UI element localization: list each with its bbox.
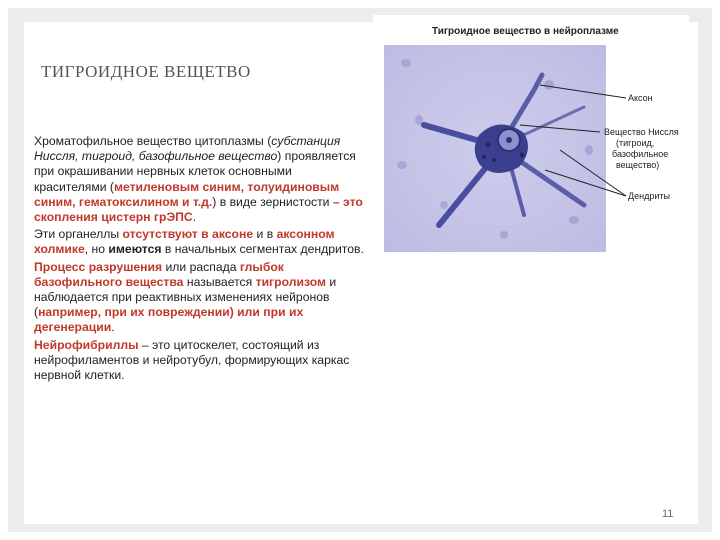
p4-s2: – это цитоскелет, состоящий из нейрофиламентов и нейротубул, формирующих каркас нервной клетки. <box>34 337 350 383</box>
p1-s5: ) в виде зернистости <box>212 194 333 209</box>
page-number: 11 <box>662 508 674 520</box>
label-nissl-1: Вещество Ниссля <box>604 127 679 137</box>
p3-s1: Процесс разрушения <box>34 259 163 274</box>
p3-s6: и наблюдается при реактивных изменениях нейронов ( <box>34 274 337 320</box>
p2-s2: отсутствуют в аксоне <box>122 227 254 242</box>
label-nissl-4: вещество) <box>616 160 660 170</box>
p2-s5: , но <box>84 242 109 257</box>
p3-s5: тигролизом <box>255 274 327 289</box>
p3-s2: или распада <box>162 259 240 274</box>
p2-s6: имеются <box>108 242 162 257</box>
label-nissl-3: базофильное <box>612 149 669 159</box>
slide-title: ТИГРОИДНОЕ ВЕЩЕТВО <box>41 62 251 81</box>
label-dendrites: Дендриты <box>628 191 670 201</box>
label-axon: Аксон <box>628 93 653 103</box>
p2-s1: Эти органеллы <box>34 227 123 242</box>
p3-s8: . <box>111 320 115 335</box>
p3-s4: называется <box>183 274 256 289</box>
p1-s2: субстанция Ниссля, тигроид, базофильное вещество <box>34 134 341 164</box>
p2-s4: аксонном холмике <box>34 227 335 257</box>
p1-s1: Хроматофильное вещество цитоплазмы ( <box>34 134 272 148</box>
p1-s7: . <box>192 210 197 225</box>
dendrite-pointer-1 <box>545 170 626 196</box>
p4-s1: Нейрофибриллы <box>34 337 139 352</box>
p3-s3: глыбок базофильного вещества <box>34 259 284 289</box>
p1-s6: – это скопления цистерн грЭПС <box>34 194 363 225</box>
p2-s3: и в <box>253 227 277 242</box>
nissl-pointer <box>520 125 600 132</box>
label-nissl-2: (тигроид, <box>616 138 655 148</box>
p1-s3: ) проявляется при окрашивании нервных клеток основными красителями ( <box>34 149 356 194</box>
figure-title: Тигроидное вещество в нейроплазме <box>432 26 619 37</box>
axon-pointer <box>540 85 626 98</box>
p2-s7: в начальных сегментах дендритов. <box>161 242 364 257</box>
p1-s4: метиленовым синим, толуидиновым синим, гематоксилином и т.д. <box>34 179 340 209</box>
p3-s7: например, при их повреждении) или при их дегенерации <box>34 305 304 335</box>
